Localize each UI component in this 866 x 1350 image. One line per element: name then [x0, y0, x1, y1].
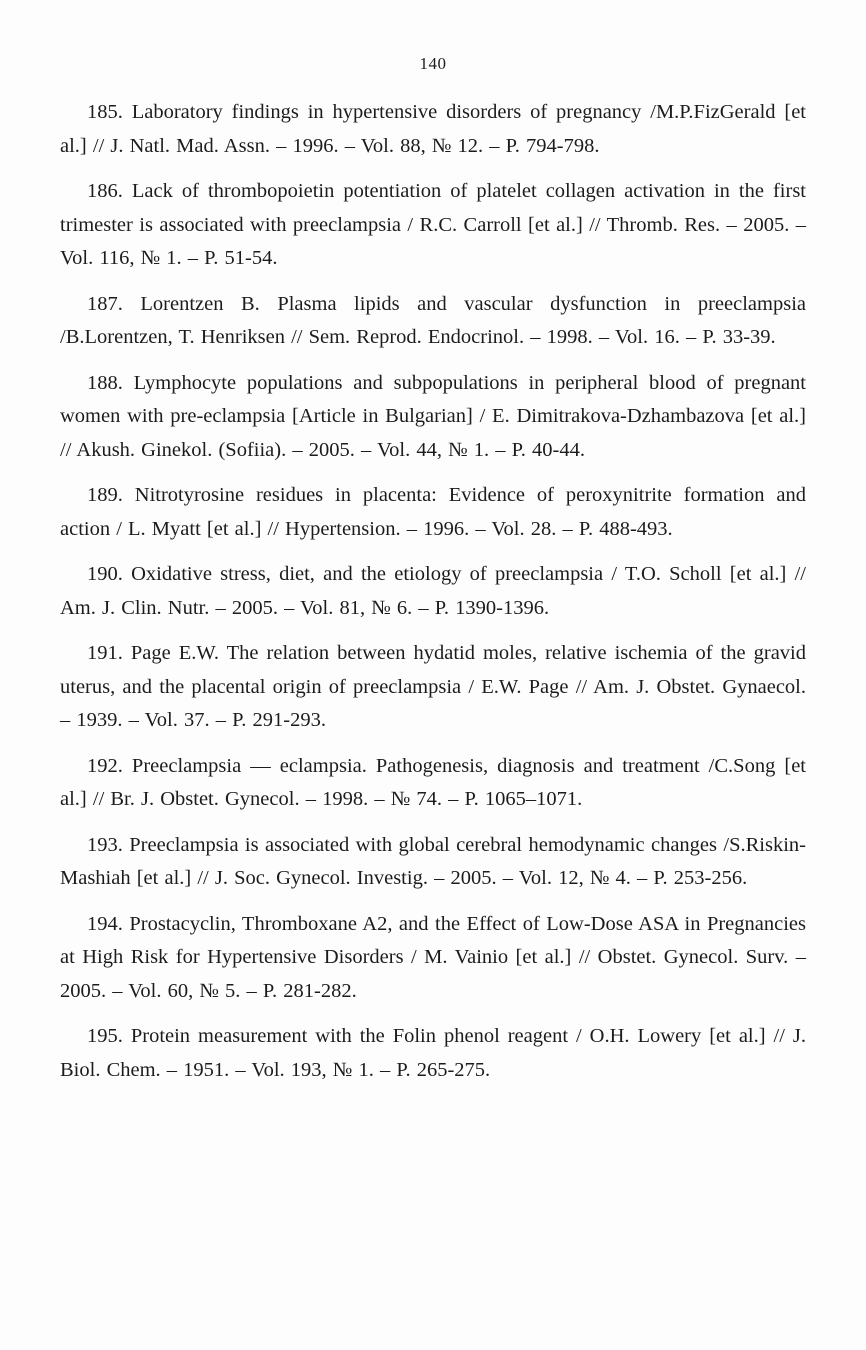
- reference-item: 192. Preeclampsia — eclampsia. Pathogenesis, diagnosis and treatment /C.Song [et al.] // Br. J. Obstet. Gynecol. – 1998. – № 74. – P. 1065–1071.: [60, 754, 806, 810]
- reference-item: 187. Lorentzen B. Plasma lipids and vascular dysfunction in preeclampsia /B.Lorentzen, T. Henriksen // Sem. Reprod. Endocrinol. – 1998. – Vol. 16. – P. 33-39.: [60, 292, 806, 348]
- reference-item: 186. Lack of thrombopoietin potentiation of platelet collagen activation in the first trimester is associated with preeclampsia / R.C. Carroll [et al.] // Thromb. Res. – 2005. – Vol. 116, № 1. – P. 51-54.: [60, 180, 806, 269]
- reference-item: 188. Lymphocyte populations and subpopulations in peripheral blood of pregnant women with pre-eclampsia [Article in Bulgarian] / E. Dimitrakova-Dzhambazova [et al.] // Akush. Ginekol. (Sofiia). – 2005. – Vol. 44, № 1. – P. 40-44.: [60, 371, 806, 461]
- reference-item: 194. Prostacyclin, Thromboxane A2, and the Effect of Low-Dose ASA in Pregnancies at High Risk for Hypertensive Disorders / M. Vainio [et al.] // Obstet. Gynecol. Surv. – 2005. – Vol. 60, № 5. – P. 281-282.: [60, 912, 806, 1002]
- reference-item: 185. Laboratory findings in hypertensive disorders of pregnancy /M.P.FizGerald [et al.] // J. Natl. Mad. Assn. – 1996. – Vol. 88, № 12. – P. 794-798.: [60, 101, 806, 157]
- reference-item: 189. Nitrotyrosine residues in placenta: Evidence of peroxynitrite formation and action / L. Myatt [et al.] // Hypertension. – 1996. – Vol. 28. – P. 488-493.: [60, 484, 806, 540]
- reference-item: 191. Page E.W. The relation between hydatid moles, relative ischemia of the gravid uterus, and the placental origin of preeclampsia / E.W. Page // Am. J. Obstet. Gynaecol. – 1939. – Vol. 37. – P. 291-293.: [60, 642, 806, 731]
- reference-list: [60, 96, 806, 1099]
- page-number: 140: [419, 54, 447, 73]
- reference-item: 190. Oxidative stress, diet, and the etiology of preeclampsia / T.O. Scholl [et al.] // Am. J. Clin. Nutr. – 2005. – Vol. 81, № 6. – P. 1390-1396.: [60, 563, 806, 619]
- reference-item: 193. Preeclampsia is associated with global cerebral hemodynamic changes /S.Riskin-Mashiah [et al.] // J. Soc. Gynecol. Investig. – 2005. – Vol. 12, № 4. – P. 253-256.: [60, 833, 806, 889]
- reference-item: 195. Protein measurement with the Folin phenol reagent / O.H. Lowery [et al.] // J. Biol. Chem. – 1951. – Vol. 193, № 1. – P. 265-275.: [60, 1025, 806, 1081]
